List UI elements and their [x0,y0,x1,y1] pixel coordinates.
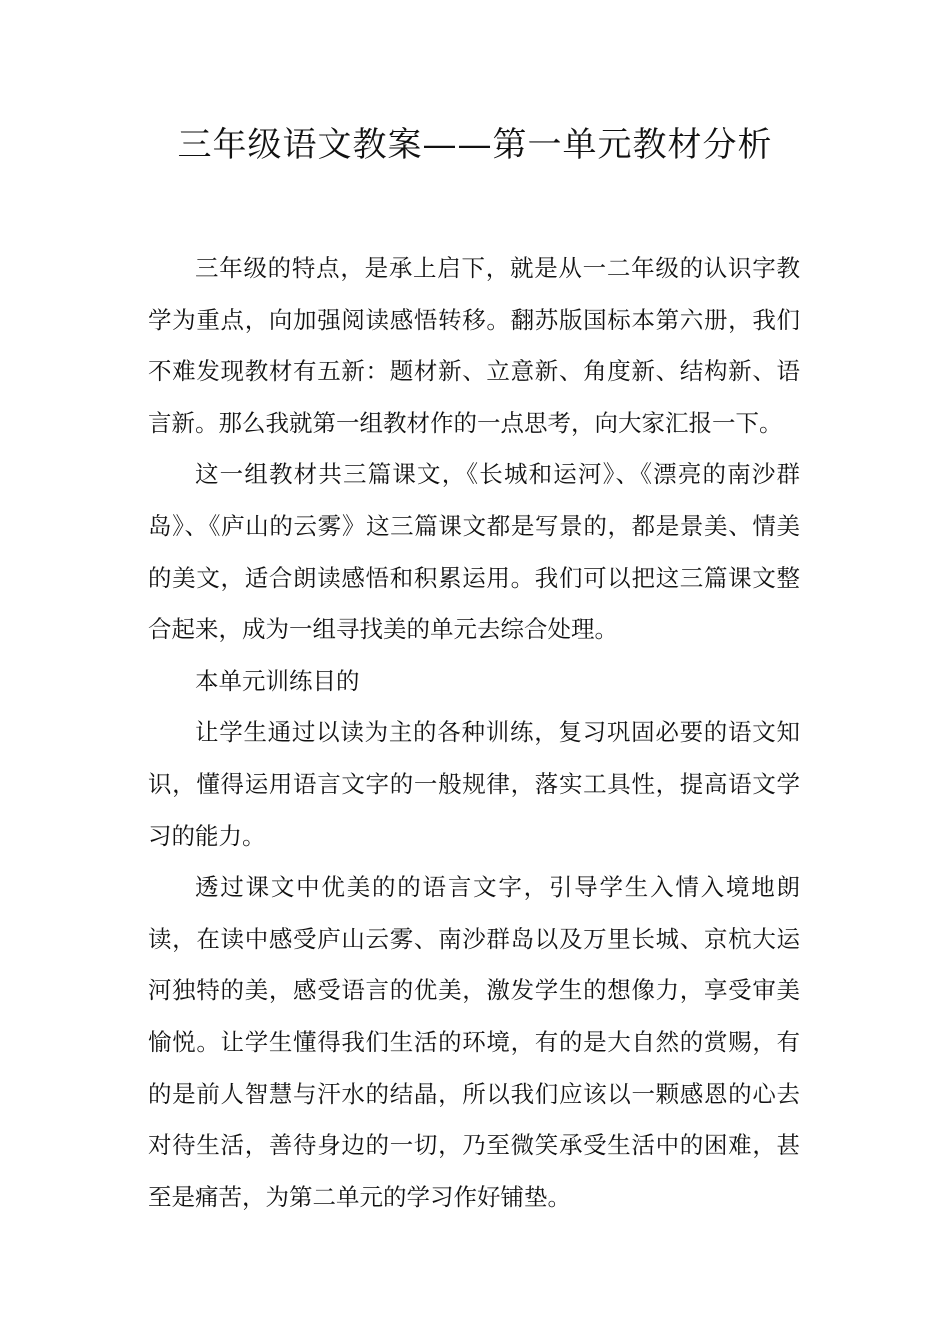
document-title: 三年级语文教案——第一单元教材分析 [177,125,773,165]
paragraph-reading-guidance: 透过课文中优美的的语言文字，引导学生入情入境地朗读，在读中感受庐山云雾、南沙群岛以及万里长城、京杭大运河独特的美，感受语言的优美，激发学生的想像力，享受审美愉悦。让学生懂得我们生活的环境，有的是大自然的赏赐，有的是前人智慧与汗水的结晶，所以我们应该以一颗感恩的心去对待生活，善待身边的一切，乃至微笑承受生活中的困难，甚至是痛苦，为第二单元的学习作好铺垫。 [148,873,800,1211]
document-body [148,243,800,1223]
paragraph-training-goal: 让学生通过以读为主的各种训练，复习巩固必要的语文知识，懂得运用语言文字的一般规律，落实工具性，提高语文学习的能力。 [148,718,800,850]
section-heading-training-goal: 本单元训练目的 [195,666,360,695]
paragraph-lessons: 这一组教材共三篇课文，《长城和运河》、《漂亮的南沙群岛》、《庐山的云雾》这三篇课文都是写景的，都是景美、情美的美文，适合朗读感悟和积累运用。我们可以把这三篇课文整合起来，成为一组寻找美的单元去综合处理。 [148,460,800,644]
paragraph-intro: 三年级的特点，是承上启下，就是从一二年级的认识字教学为重点，向加强阅读感悟转移。翻苏版国标本第六册，我们不难发现教材有五新：题材新、立意新、角度新、结构新、语言新。那么我就第一组教材作的一点思考，向大家汇报一下。 [148,254,800,437]
